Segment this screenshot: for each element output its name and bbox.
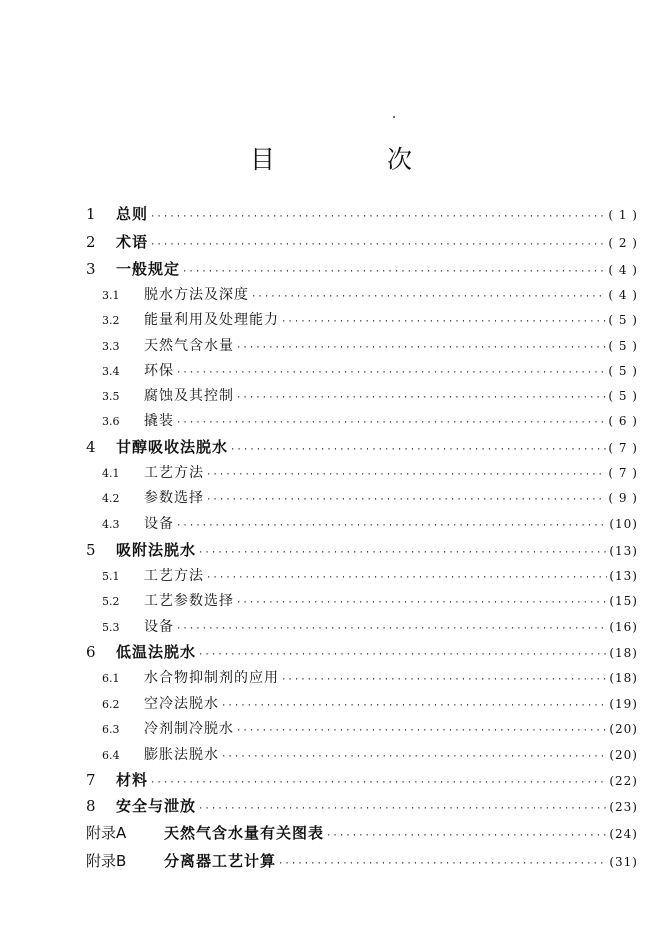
- toc-section-entry: [86, 616, 638, 636]
- toc-page-number: ( 5 ): [608, 339, 638, 353]
- toc-entry-number: 3.5: [102, 390, 120, 403]
- toc-section-entry: [86, 284, 638, 304]
- toc-entry-number: 6: [86, 643, 96, 661]
- toc-entry-title: 甘醇吸收法脱水: [116, 438, 229, 456]
- toc-section-entry: [86, 744, 638, 764]
- toc-chapter-entry: [86, 850, 638, 871]
- dot-leader: [230, 445, 606, 455]
- dot-leader: [221, 752, 607, 762]
- toc-entry-title: 材料: [116, 771, 149, 789]
- toc-section-entry: [86, 410, 638, 430]
- toc-page-number: (23): [609, 800, 638, 814]
- toc-section-entry: [86, 462, 638, 482]
- toc-entry-number: 3.1: [102, 289, 120, 302]
- toc-entry-title: 脱水方法及深度: [144, 287, 249, 303]
- toc-section-entry: [86, 309, 638, 329]
- toc-entry-title: 低温法脱水: [116, 643, 197, 661]
- dot-leader: [281, 317, 606, 327]
- toc-page-number: ( 1 ): [608, 208, 638, 222]
- toc-entry-number: 3.3: [102, 340, 120, 353]
- toc-chapter-entry: [86, 436, 638, 457]
- toc-section-entry: [86, 385, 638, 405]
- dot-leader: [236, 598, 607, 608]
- toc-entry-number: 4.2: [102, 492, 120, 505]
- dot-leader: [150, 778, 607, 788]
- toc-entry-number: 5.2: [102, 595, 120, 608]
- toc-entry-number: 附录B: [86, 852, 127, 870]
- toc-entry-number: 3.4: [102, 365, 120, 378]
- toc-entry-number: 3.2: [102, 314, 120, 327]
- toc-entry-title: 术语: [116, 233, 149, 251]
- toc-page-number: ( 7 ): [608, 466, 638, 480]
- toc-page-number: (13): [609, 544, 638, 558]
- toc-entry-title: 水合物抑制剂的应用: [144, 670, 279, 686]
- dot-leader: [236, 726, 607, 736]
- toc-entry-number: 6.4: [102, 749, 120, 762]
- toc-entry-number: 5.3: [102, 621, 120, 634]
- toc-entry-number: 6.2: [102, 698, 120, 711]
- toc-page-number: (20): [609, 748, 638, 762]
- toc-section-entry: [86, 565, 638, 585]
- toc-section-entry: [86, 513, 638, 533]
- dot-leader: [198, 548, 607, 558]
- toc-page-number: (13): [609, 569, 638, 583]
- toc-entry-title: 总则: [116, 205, 149, 223]
- toc-entry-title: 安全与泄放: [116, 797, 197, 815]
- toc-page-number: (16): [609, 620, 638, 634]
- toc-page-number: (10): [609, 517, 638, 531]
- toc-entry-number: 3: [86, 260, 96, 278]
- dot-leader: [206, 470, 606, 480]
- toc-entry-number: 4: [86, 438, 96, 456]
- dot-leader: [278, 859, 607, 869]
- toc-section-entry: [86, 590, 638, 610]
- toc-entry-number: 6.3: [102, 723, 120, 736]
- toc-entry-title: 工艺方法: [144, 568, 204, 584]
- dot-leader: [176, 368, 606, 378]
- toc-chapter-entry: [86, 231, 638, 252]
- toc-entry-number: 4.1: [102, 467, 120, 480]
- toc-chapter-entry: [86, 769, 638, 790]
- toc-chapter-entry: [86, 539, 638, 560]
- toc-section-entry: [86, 335, 638, 355]
- dot-leader: [206, 495, 606, 505]
- toc-entry-number: 6.1: [102, 672, 120, 685]
- toc-entry-title: 天然气含水量: [144, 338, 234, 354]
- toc-entry-title: 撬装: [144, 413, 174, 429]
- toc-page-number: (18): [609, 671, 638, 685]
- dot-leader: [221, 701, 607, 711]
- toc-page-number: ( 6 ): [608, 414, 638, 428]
- dot-leader: [236, 393, 606, 403]
- toc-entry-number: 5: [86, 541, 96, 559]
- toc-page-number: ( 2 ): [608, 236, 638, 250]
- toc-chapter-entry: [86, 258, 638, 279]
- toc-chapter-entry: [86, 641, 638, 662]
- dot-leader: [198, 650, 607, 660]
- toc-entry-title: 空冷法脱水: [144, 696, 219, 712]
- toc-section-entry: [86, 487, 638, 507]
- toc-entry-number: 3.6: [102, 415, 120, 428]
- toc-entry-number: 附录A: [86, 824, 127, 842]
- toc-section-entry: [86, 718, 638, 738]
- toc-page-number: ( 5 ): [608, 389, 638, 403]
- toc-entry-number: 8: [86, 797, 96, 815]
- dot-leader: [198, 804, 607, 814]
- toc-entry-title: 冷剂制冷脱水: [144, 721, 234, 737]
- dot-leader: [150, 240, 606, 250]
- toc-chapter-entry: [86, 822, 638, 843]
- dot-leader: [206, 573, 607, 583]
- toc-chapter-entry: [86, 203, 638, 224]
- dot-leader: [326, 831, 607, 841]
- toc-chapter-entry: [86, 795, 638, 816]
- scan-speck: [393, 116, 395, 118]
- toc-entry-title: 分离器工艺计算: [164, 852, 277, 870]
- toc-entry-number: 7: [86, 771, 96, 789]
- toc-entry-title: 环保: [144, 363, 174, 379]
- toc-page-number: ( 5 ): [608, 313, 638, 327]
- dot-leader: [176, 521, 607, 531]
- toc-page-number: ( 5 ): [608, 364, 638, 378]
- toc-page-number: (22): [609, 774, 638, 788]
- dot-leader: [236, 343, 606, 353]
- toc-entry-title: 天然气含水量有关图表: [164, 824, 325, 842]
- toc-entry-number: 4.3: [102, 518, 120, 531]
- toc-page-number: (20): [609, 722, 638, 736]
- toc-entry-title: 工艺方法: [144, 465, 204, 481]
- dot-leader: [182, 267, 606, 277]
- toc-page-number: (24): [609, 827, 638, 841]
- toc-entry-title: 设备: [144, 516, 174, 532]
- toc-entry-title: 膨胀法脱水: [144, 747, 219, 763]
- toc-page-number: ( 4 ): [608, 263, 638, 277]
- toc-entry-title: 工艺参数选择: [144, 593, 234, 609]
- toc-entry-number: 5.1: [102, 570, 120, 583]
- toc-page-number: ( 4 ): [608, 288, 638, 302]
- toc-entry-number: 1: [86, 205, 96, 223]
- toc-entry-number: 2: [86, 233, 96, 251]
- toc-section-entry: [86, 693, 638, 713]
- toc-entry-title: 一般规定: [116, 260, 181, 278]
- toc-title: 目 次: [250, 145, 464, 174]
- toc-page-number: ( 7 ): [608, 441, 638, 455]
- toc-entry-title: 参数选择: [144, 490, 204, 506]
- toc-section-entry: [86, 667, 638, 687]
- toc-page-number: ( 9 ): [608, 491, 638, 505]
- toc-entry-title: 能量利用及处理能力: [144, 312, 279, 328]
- toc-page-number: (15): [609, 594, 638, 608]
- dot-leader: [150, 212, 606, 222]
- toc-entry-title: 设备: [144, 619, 174, 635]
- toc-entry-title: 吸附法脱水: [116, 541, 197, 559]
- dot-leader: [176, 624, 607, 634]
- dot-leader: [251, 292, 606, 302]
- toc-section-entry: [86, 360, 638, 380]
- toc-entry-title: 腐蚀及其控制: [144, 388, 234, 404]
- toc-page-number: (19): [609, 697, 638, 711]
- toc-page-number: (18): [609, 646, 638, 660]
- toc-page-number: (31): [609, 855, 638, 869]
- dot-leader: [176, 418, 606, 428]
- dot-leader: [281, 675, 607, 685]
